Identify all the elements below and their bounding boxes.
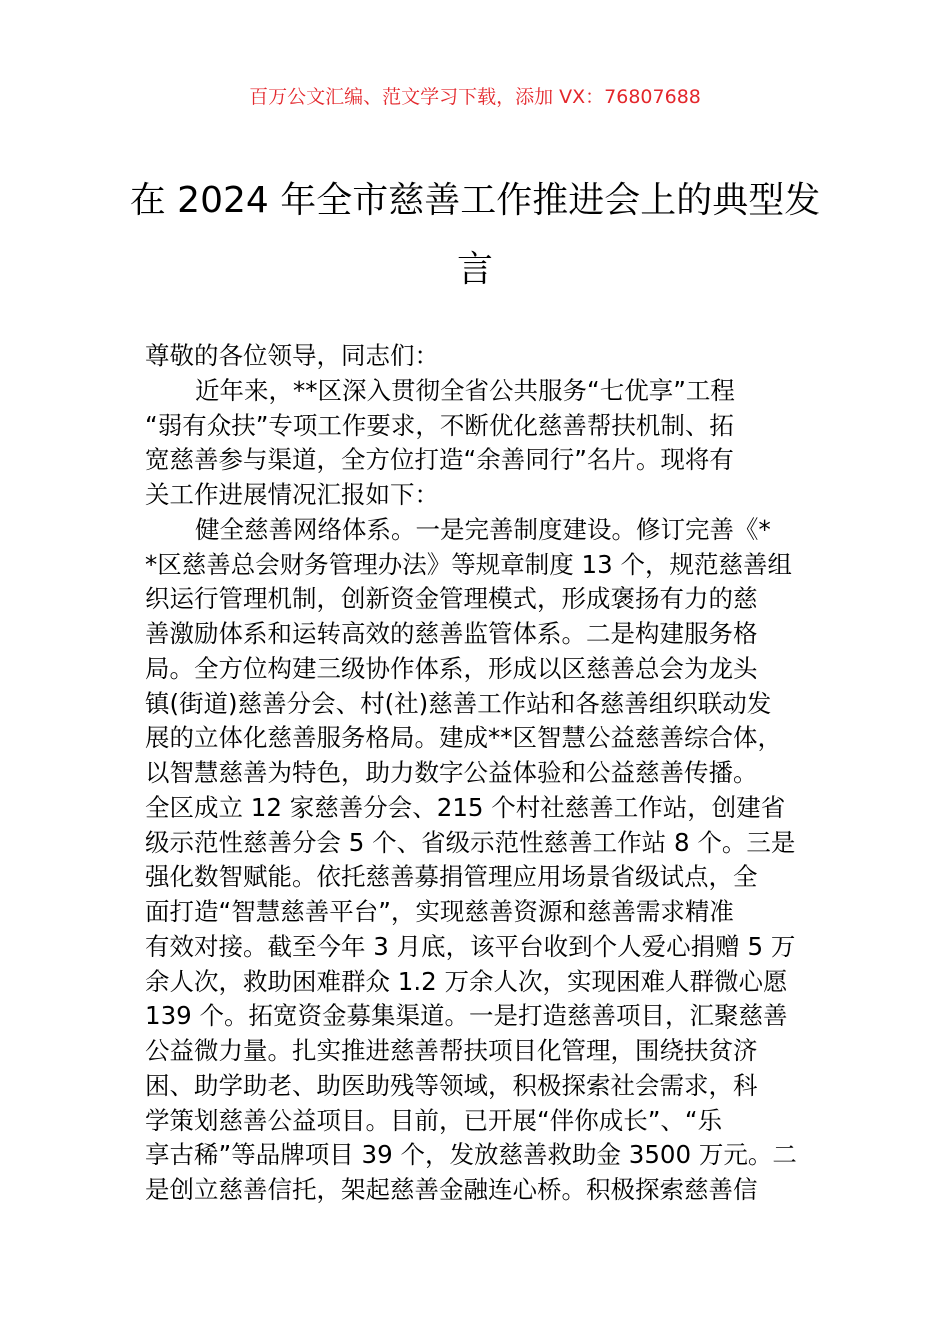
body-text-line: 级示范性慈善分会 5 个、省级示范性慈善工作站 8 个。三是 xyxy=(145,827,796,857)
body-text-line: 学策划慈善公益项目。目前，已开展“伴你成长”、“乐 xyxy=(145,1105,723,1135)
body-text-line: 健全慈善网络体系。一是完善制度建设。修订完善《* xyxy=(195,514,771,544)
body-text-line: 余人次，救助困难群众 1.2 万余人次，实现困难人群微心愿 xyxy=(145,966,788,996)
body-text-line: 镇(街道)慈善分会、村(社)慈善工作站和各慈善组织联动发 xyxy=(145,688,772,718)
body-text-line: 展的立体化慈善服务格局。建成**区智慧公益慈善综合体， xyxy=(145,723,782,753)
body-text-line: 是创立慈善信托，架起慈善金融连心桥。积极探索慈善信 xyxy=(145,1175,758,1204)
body-text-line: 局。全方位构建三级协作体系，形成以区慈善总会为龙头 xyxy=(145,653,758,683)
document-title-line-2: 言 xyxy=(456,249,493,290)
salutation: 尊敬的各位领导，同志们： xyxy=(145,341,439,370)
body-text-line: 有效对接。截至今年 3 月底，该平台收到个人爱心捐赠 5 万 xyxy=(145,931,796,961)
body-text-line: 139 个。拓宽资金募集渠道。一是打造慈善项目，汇聚慈善 xyxy=(145,1001,788,1031)
body-text-line: 困、助学助老、助医助残等领域，积极探索社会需求，科 xyxy=(145,1070,758,1100)
body-text-line: 近年来，**区深入贯彻全省公共服务“七优享”工程 xyxy=(195,375,735,405)
body-text-line: 强化数智赋能。依托慈善募捐管理应用场景省级试点，全 xyxy=(145,862,758,892)
body-text-line: 关工作进展情况汇报如下： xyxy=(145,480,439,509)
document-title-line-1: 在 2024 年全市慈善工作推进会上的典型发 xyxy=(129,180,821,221)
watermark-header: 百万公文汇编、范文学习下载，添加 VX：76807688 xyxy=(249,86,701,108)
body-text-line: 宽慈善参与渠道，全方位打造“余善同行”名片。现将有 xyxy=(145,445,734,475)
body-text-line: “弱有众扶”专项工作要求，不断优化慈善帮扶机制、拓 xyxy=(145,410,734,440)
body-text-line: 面打造“智慧慈善平台”，实现慈善资源和慈善需求精准 xyxy=(145,897,734,926)
document-body xyxy=(145,339,835,1208)
body-text-line: 公益微力量。扎实推进慈善帮扶项目化管理，围绕扶贫济 xyxy=(145,1036,758,1065)
body-text-line: 全区成立 12 家慈善分会、215 个村社慈善工作站，创建省 xyxy=(145,792,786,822)
body-text-line: 以智慧慈善为特色，助力数字公益体验和公益慈善传播。 xyxy=(145,758,758,787)
body-text-line: 善激励体系和运转高效的慈善监管体系。二是构建服务格 xyxy=(145,619,758,648)
body-text-line: 享古稀”等品牌项目 39 个，发放慈善救助金 3500 万元。二 xyxy=(145,1140,797,1170)
body-text-line: 织运行管理机制，创新资金管理模式，形成褒扬有力的慈 xyxy=(145,584,758,614)
body-text-line: *区慈善总会财务管理办法》等规章制度 13 个，规范慈善组 xyxy=(145,549,792,579)
